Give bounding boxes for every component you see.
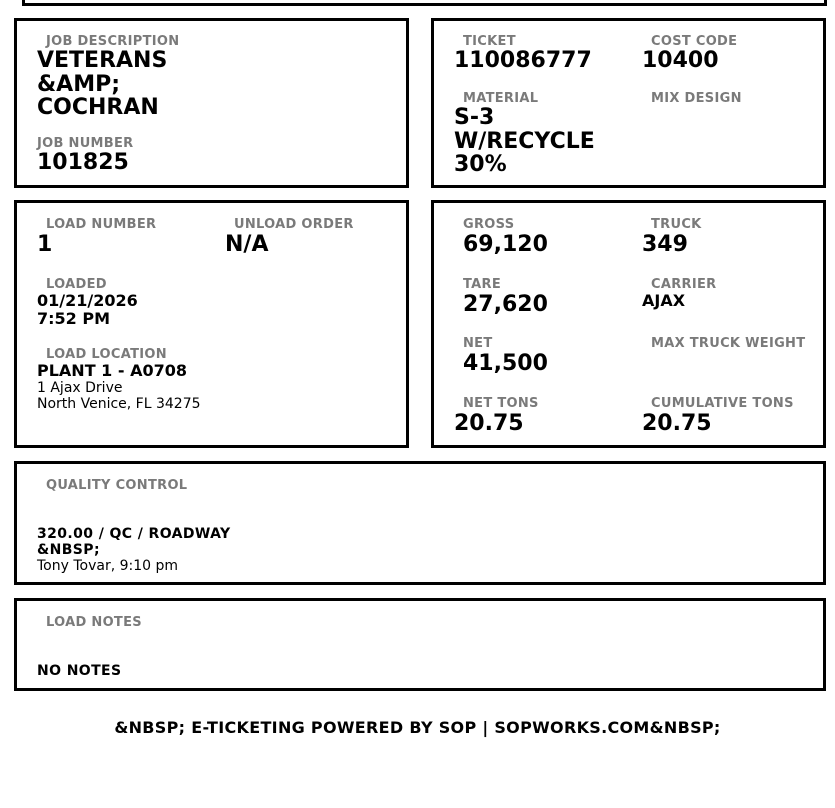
loaded-label: LOADED xyxy=(46,277,107,292)
net-tons-label: NET TONS xyxy=(463,396,539,411)
gross-weight: 69,120 xyxy=(463,232,548,257)
quality-control-line-2: &NBSP; xyxy=(37,542,100,558)
ticket-panel xyxy=(431,18,826,188)
job-description-line-2: &AMP; xyxy=(37,72,121,97)
quality-control-line-1: 320.00 / QC / ROADWAY xyxy=(37,526,231,542)
load-notes-panel xyxy=(14,598,826,691)
unload-order: N/A xyxy=(225,232,269,257)
cumulative-tons-label: CUMULATIVE TONS xyxy=(651,396,794,411)
job-number: 101825 xyxy=(37,150,129,175)
load-number: 1 xyxy=(37,232,53,257)
load-location-name: PLANT 1 - A0708 xyxy=(37,361,188,380)
ticket-number: 110086777 xyxy=(454,48,592,73)
truck-label: TRUCK xyxy=(651,217,702,232)
tare-label: TARE xyxy=(463,277,502,292)
cumulative-tons: 20.75 xyxy=(642,411,712,436)
carrier-label: CARRIER xyxy=(651,277,717,292)
quality-control-label: QUALITY CONTROL xyxy=(46,478,188,493)
job-description-line-1: VETERANS xyxy=(37,48,168,73)
net-weight: 41,500 xyxy=(463,351,548,376)
cost-code-label: COST CODE xyxy=(651,34,738,49)
job-description-line-3: COCHRAN xyxy=(37,95,159,120)
net-tons: 20.75 xyxy=(454,411,524,436)
quality-control-panel xyxy=(14,461,826,585)
material-line-3: 30% xyxy=(454,152,507,177)
load-panel xyxy=(14,200,409,448)
load-location-label: LOAD LOCATION xyxy=(46,347,167,362)
top-header-strip xyxy=(22,0,827,6)
truck-number: 349 xyxy=(642,232,688,257)
job-number-label: JOB NUMBER xyxy=(37,136,134,151)
load-location-address-2: North Venice, FL 34275 xyxy=(37,396,201,412)
max-truck-weight-label: MAX TRUCK WEIGHT xyxy=(651,336,806,351)
material-line-2: W/RECYCLE xyxy=(454,129,595,154)
weights-panel xyxy=(431,200,826,448)
job-description-label: JOB DESCRIPTION xyxy=(46,34,180,49)
tare-weight: 27,620 xyxy=(463,292,548,317)
cost-code: 10400 xyxy=(642,48,719,73)
quality-control-signoff: Tony Tovar, 9:10 pm xyxy=(37,558,179,574)
loaded-date: 01/21/2026 xyxy=(37,291,138,310)
net-label: NET xyxy=(463,336,493,351)
loaded-time: 7:52 PM xyxy=(37,309,111,328)
job-panel xyxy=(14,18,409,188)
footer-powered-by: &NBSP; E-TICKETING POWERED BY SOP | SOPWORKS.COM&NBSP; xyxy=(114,718,721,737)
load-location-address-1: 1 Ajax Drive xyxy=(37,380,123,396)
load-notes-label: LOAD NOTES xyxy=(46,615,142,630)
material-label: MATERIAL xyxy=(463,91,539,106)
load-number-label: LOAD NUMBER xyxy=(46,217,157,232)
material-line-1: S-3 xyxy=(454,105,495,130)
ticket-label: TICKET xyxy=(463,34,516,49)
mix-design-label: MIX DESIGN xyxy=(651,91,742,106)
carrier-name: AJAX xyxy=(642,291,686,310)
gross-label: GROSS xyxy=(463,217,515,232)
load-notes-text: NO NOTES xyxy=(37,663,122,679)
unload-order-label: UNLOAD ORDER xyxy=(234,217,354,232)
